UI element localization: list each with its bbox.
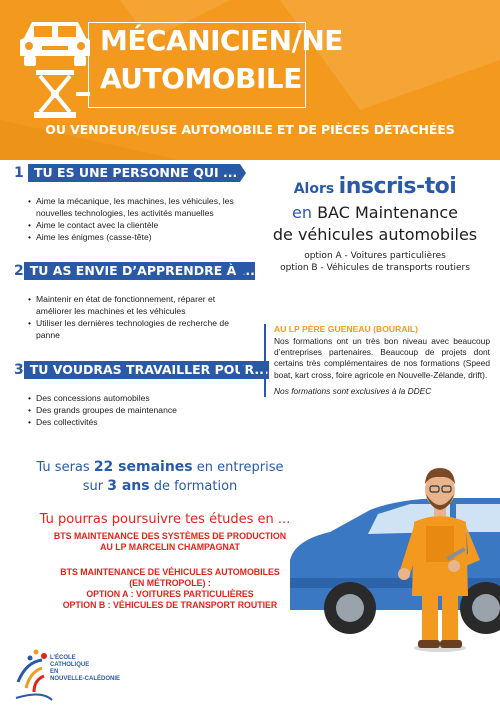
section-3-list — [14, 392, 240, 428]
section-1-title: TU ES UNE PERSONNE QUI ... — [28, 164, 240, 182]
bts-2-line-3: OPTION A : VOITURES PARTICULIÈRES — [86, 589, 254, 599]
logo-line-2: CATHOLIQUE — [50, 662, 90, 668]
en-text: en — [291, 203, 312, 222]
list-item: • Des concessions automobiles — [28, 392, 240, 404]
section-2 — [14, 262, 255, 341]
list-item: • Des grands groupes de maintenance — [28, 404, 240, 416]
vehicules-text: de véhicules automobiles — [272, 225, 478, 244]
weeks-middle: en entreprise — [196, 460, 284, 475]
section-2-header — [14, 262, 255, 280]
weeks-before: Tu seras — [36, 460, 90, 475]
logo-line-1: L’ÉCOLE — [50, 655, 76, 661]
page-subtitle: OU VENDEUR/EUSE AUTOMOBILE ET DE PIÈCES DÉTACHÉES — [45, 122, 455, 137]
logo-line-3: EN — [50, 669, 59, 675]
bts-1-line-2: AU LP MARCELIN CHAMPAGNAT — [100, 542, 240, 552]
section-2-list — [14, 293, 240, 341]
list-item: • Aime les énigmes (casse-tête) — [28, 231, 240, 243]
alors-text: Alors — [293, 181, 335, 197]
bts-1-line-1: BTS MAINTENANCE DES SYSTÈMES DE PRODUCTION — [53, 531, 287, 541]
lp-title: AU LP PÈRE GUENEAU (BOURAIL) — [274, 324, 419, 334]
bac-line — [260, 202, 490, 224]
inscris-text: inscris-toi — [338, 174, 457, 199]
section-3-number: 3 — [14, 362, 24, 378]
list-item: • Des collectivités — [28, 416, 240, 428]
list-item: • Aime le contact avec la clientèle — [28, 219, 240, 231]
logo-text — [50, 655, 120, 683]
section-1-header — [14, 164, 240, 182]
lp-info-box — [264, 324, 490, 397]
weeks-number: 22 semaines — [93, 459, 193, 475]
page-title — [100, 22, 343, 98]
title-line-1: MÉCANICIEN/NE — [100, 24, 343, 57]
option-b-text: option B - Véhicules de transports routiers — [280, 263, 470, 273]
section-1-number: 1 — [14, 165, 24, 181]
lp-note: Nos formations sont exclusives à la DDEC — [274, 385, 432, 396]
header-banner — [0, 0, 500, 160]
title-line-2: AUTOMOBILE — [100, 62, 302, 95]
enroll-heading — [260, 174, 490, 202]
list-item: • Aime la mécanique, les machines, les véhicules, les nouvelles technologies, les activités manuelles — [28, 195, 240, 219]
section-3 — [14, 361, 269, 428]
section-2-title: TU AS ENVIE D’APPRENDRE À ... — [24, 262, 255, 280]
further-studies-heading: Tu pourras poursuivre tes études en ... — [39, 512, 291, 527]
section-1-list — [14, 195, 240, 243]
option-a-text: option A - Voitures particulières — [304, 251, 446, 261]
enroll-callout — [260, 174, 490, 274]
weeks-formation: de formation — [153, 479, 238, 494]
list-item: • Maintenir en état de fonctionnement, réparer et améliorer les machines et les véhicules — [28, 293, 240, 317]
section-3-header — [14, 361, 269, 379]
bts-2-line-1: BTS MAINTENANCE DE VÉHICULES AUTOMOBILES — [60, 567, 280, 577]
section-3-title: TU VOUDRAS TRAVAILLER POUR... — [24, 361, 269, 379]
bts-2-line-2: (EN MÉTROPOLE) : — [129, 578, 211, 588]
weeks-sur: sur — [82, 479, 104, 494]
mechanic-car-illustration — [250, 440, 500, 660]
car-lift-icon — [14, 16, 96, 124]
years-number: 3 ans — [107, 478, 150, 494]
logo-line-4: NOUVELLE-CALÉDONIE — [50, 676, 121, 682]
section-2-number: 2 — [14, 263, 24, 279]
lp-description: Nos formations ont un très bon niveau avec beaucoup d’entreprises partenaires. Beaucoup de projets dont certains très complémentaires de nos formations (Speed boat, kart cross, foire agricole en Nouvelle-Zélande, drift). — [274, 336, 490, 380]
bac-text: BAC Maintenance — [317, 203, 458, 222]
list-item: • Utiliser les dernières technologies de recherche de panne — [28, 317, 240, 341]
section-1 — [14, 164, 240, 243]
bts-2-line-4: OPTION B : VÉHICULES DE TRANSPORT ROUTIER — [62, 600, 278, 610]
